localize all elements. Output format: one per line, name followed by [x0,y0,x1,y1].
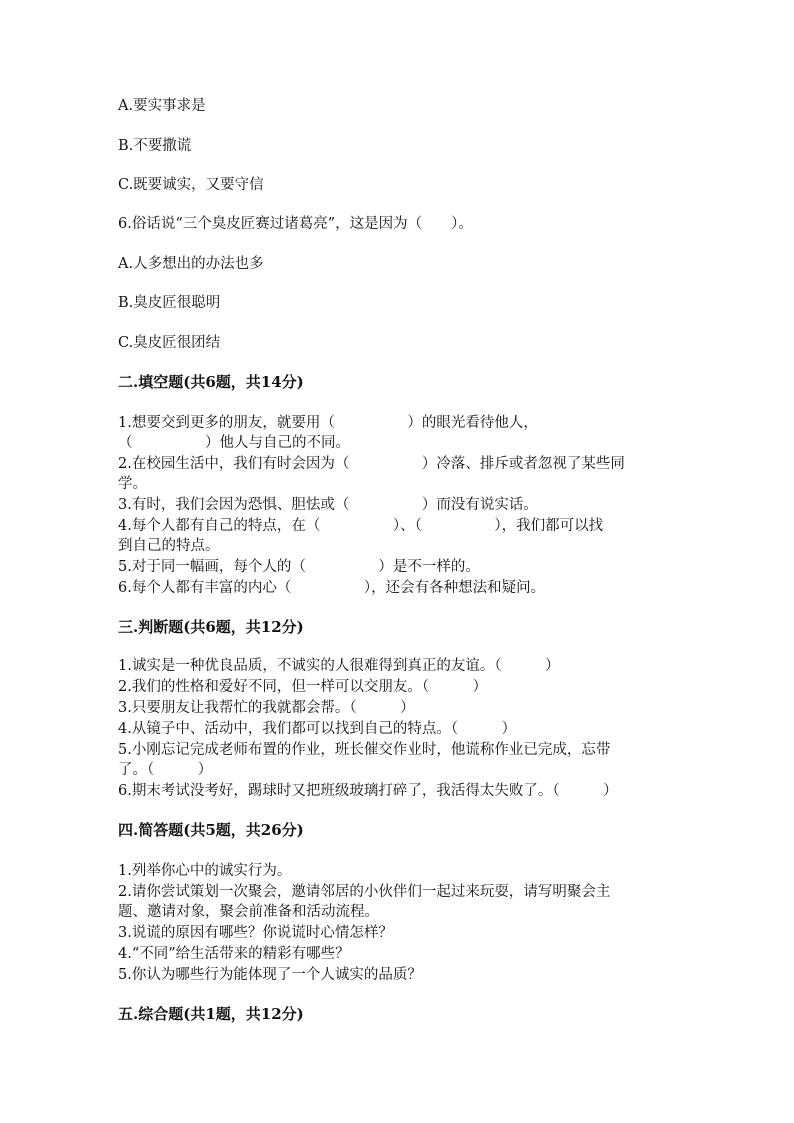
tf-question-6: 6.期末考试没考好，踢球时又把班级玻璃打碎了，我活得太失败了。（ ） [118,783,618,799]
sa-question-1: 1.列举你心中的诚实行为。 [118,863,292,879]
section-heading-short-answer: 四.简答题(共5题，共26分) [118,821,304,839]
option-5a: A.要实事求是 [118,98,206,114]
option-6b: B.臭皮匠很聪明 [118,295,221,311]
tf-question-3: 3.只要朋友让我帮忙的我就都会帮。（ ） [118,700,415,716]
tf-question-2: 2.我们的性格和爱好不同，但一样可以交朋友。（ ） [118,679,488,695]
section-heading-true-false: 三.判断题(共6题，共12分) [118,618,304,636]
option-5c: C.既要诚实，又要守信 [118,177,264,193]
fill-question-6: 6.每个人都有丰富的内心（ ），还会有各种想法和疑问。 [118,580,546,596]
sa-question-4: 4.“不同”给生活带来的精彩有哪些？ [118,946,350,962]
fill-question-5: 5.对于同一幅画，每个人的（ ）是不一样的。 [118,559,480,575]
fill-question-1-line1: 1.想要交到更多的朋友，就要用（ ）的眼光看待他人， [118,415,538,431]
question-6: 6.俗话说“三个臭皮匠赛过诸葛亮”，这是因为（ ）。 [118,216,473,232]
tf-question-4: 4.从镜子中、活动中，我们都可以找到自己的特点。（ ） [118,721,517,737]
fill-question-1-line2: （ ）他人与自己的不同。 [118,435,350,451]
section-heading-comprehensive: 五.综合题(共1题，共12分) [118,1005,304,1023]
option-5b: B.不要撒谎 [118,138,192,154]
sa-question-2-line1: 2.请你尝试策划一次聚会，邀请邻居的小伙伴们一起过来玩耍，请写明聚会主 [118,884,611,900]
fill-question-2-line1: 2.在校园生活中，我们有时会因为（ ）冷落、排斥或者忽视了某些同 [118,456,625,472]
fill-question-4-line2: 到自己的特点。 [118,538,220,554]
fill-question-4-line1: 4.每个人都有自己的特点，在（ ）、（ ），我们都可以找 [118,518,604,534]
tf-question-1: 1.诚实是一种优良品质，不诚实的人很难得到真正的友谊。（ ） [118,658,560,674]
section-heading-fill-blank: 二.填空题(共6题，共14分) [118,373,304,391]
tf-question-5-line2: 了。（ ） [118,762,213,778]
option-6c: C.臭皮匠很团结 [118,335,221,351]
tf-question-5-line1: 5.小刚忘记完成老师布置的作业，班长催交作业时，他谎称作业已完成，忘带 [118,742,611,758]
sa-question-2-line2: 题、邀请对象，聚会前准备和活动流程。 [118,904,379,920]
fill-question-3: 3.有时，我们会因为恐惧、胆怯或（ ）而没有说实话。 [118,497,538,513]
sa-question-3: 3.说谎的原因有哪些？你说谎时心情怎样？ [118,925,393,941]
option-6a: A.人多想出的办法也多 [118,256,264,272]
fill-question-2-line2: 学。 [118,476,147,492]
sa-question-5: 5.你认为哪些行为能体现了一个人诚实的品质？ [118,967,422,983]
